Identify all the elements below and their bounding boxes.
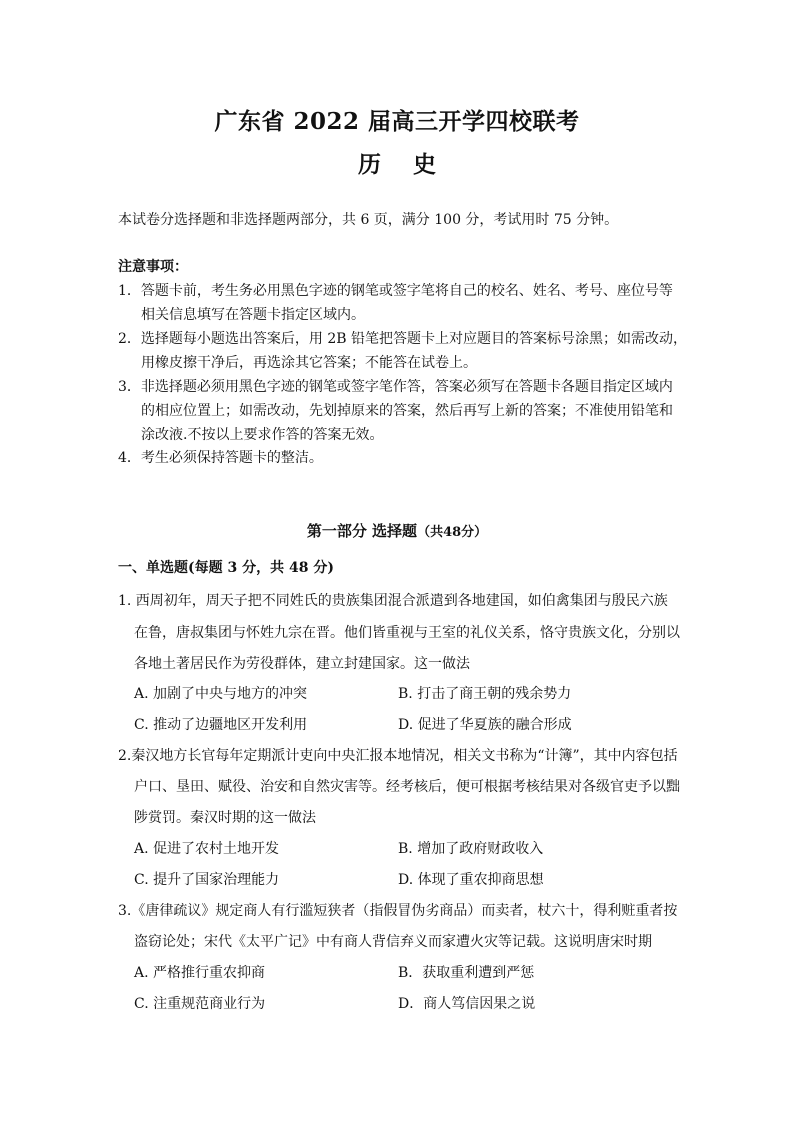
- question-2-option-d[interactable]: D. 体现了重农抑商思想: [398, 872, 544, 888]
- question-2-option-b[interactable]: B. 增加了政府财政收入: [398, 841, 544, 857]
- notice-line: 2．选择题每小题选出答案后，用 2B 铅笔把答题卡上对应题目的答案标号涂黑；如需改动，: [118, 331, 688, 347]
- exam-title: 广东省 2022 届高三开学四校联考: [214, 108, 580, 135]
- question-3-option-d[interactable]: D．商人笃信因果之说: [398, 996, 536, 1012]
- notice-line: 相关信息填写在答题卡指定区域内。: [141, 307, 365, 323]
- question-1-option-c[interactable]: C. 推动了边疆地区开发利用: [134, 717, 308, 733]
- subject-char-2: 史: [413, 151, 436, 178]
- question-1-option-b[interactable]: B. 打击了商王朝的残余势力: [398, 686, 572, 702]
- question-1-option-a[interactable]: A. 加剧了中央与地方的冲突: [134, 686, 308, 702]
- notice-line: 4．考生必须保持答题卡的整洁。: [118, 450, 323, 466]
- question-3-option-c[interactable]: C. 注重规范商业行为: [134, 996, 266, 1012]
- question-1-line: 在鲁，唐叔集团与怀姓九宗在晋。他们皆重视与王室的礼仪关系，恪守贵族文化，分别以: [134, 625, 680, 641]
- notice-line: 的相应位置上；如需改动，先划掉原来的答案，然后再写上新的答案；不准使用铅笔和: [141, 403, 673, 419]
- question-2-option-a[interactable]: A. 促进了农村土地开发: [134, 841, 280, 857]
- question-1-line: 各地土著居民作为劳役群体，建立封建国家。这一做法: [134, 656, 470, 672]
- notice-line: 涂改液.不按以上要求作答的答案无效。: [141, 427, 384, 443]
- part-heading: 一、单选题(每题 3 分，共 48 分): [118, 560, 334, 576]
- exam-intro: 本试卷分选择题和非选择题两部分，共 6 页，满分 100 分，考试用时 75 分钟。: [118, 212, 619, 228]
- question-3-option-a[interactable]: A. 严格推行重农抑商: [134, 965, 266, 981]
- notice-line: 1．答题卡前，考生务必用黑色字迹的钢笔或签字笔将自己的校名、姓名、考号、座位号等: [118, 283, 673, 299]
- question-2-line: 2.秦汉地方长官每年定期派计吏向中央汇报本地情况，相关文书称为“计簿”，其中内容包括: [118, 748, 678, 764]
- question-1-option-d[interactable]: D. 促进了华夏族的融合形成: [398, 717, 572, 733]
- notice-title: 注意事项：: [118, 259, 188, 275]
- notice-line: 3．非选择题必须用黑色字迹的钢笔或签字笔作答，答案必须写在答题卡各题目指定区域内: [118, 379, 673, 395]
- question-2-option-c[interactable]: C. 提升了国家治理能力: [134, 872, 280, 888]
- question-2-line: 户口、垦田、赋役、治安和自然灾害等。经考核后，便可根据考核结果对各级官吏予以黜: [134, 779, 680, 795]
- question-3-line: 3.《唐律疏议》规定商人有行滥短狭者（指假冒伪劣商品）而卖者，杖六十，得利赃重者按: [118, 903, 678, 919]
- question-1-line: 1. 西周初年，周天子把不同姓氏的贵族集团混合派遣到各地建国，如伯禽集团与殷民六族: [118, 593, 668, 609]
- notice-line: 用橡皮擦干净后，再选涂其它答案；不能答在试卷上。: [141, 355, 477, 371]
- question-3-line: 盗窃论处；宋代《太平广记》中有商人背信弃义而家遭火灾等记载。这说明唐宋时期: [134, 934, 652, 950]
- subject-char-1: 历: [358, 151, 381, 178]
- subject-heading: [0, 146, 794, 179]
- section-score: （共48分）: [417, 525, 488, 540]
- section-title-text: 第一部分 选择题: [306, 522, 418, 540]
- section-title: [0, 520, 794, 541]
- question-3-option-b[interactable]: B．获取重利遭到严惩: [398, 965, 535, 981]
- question-2-line: 陟赏罚。秦汉时期的这一做法: [134, 810, 316, 826]
